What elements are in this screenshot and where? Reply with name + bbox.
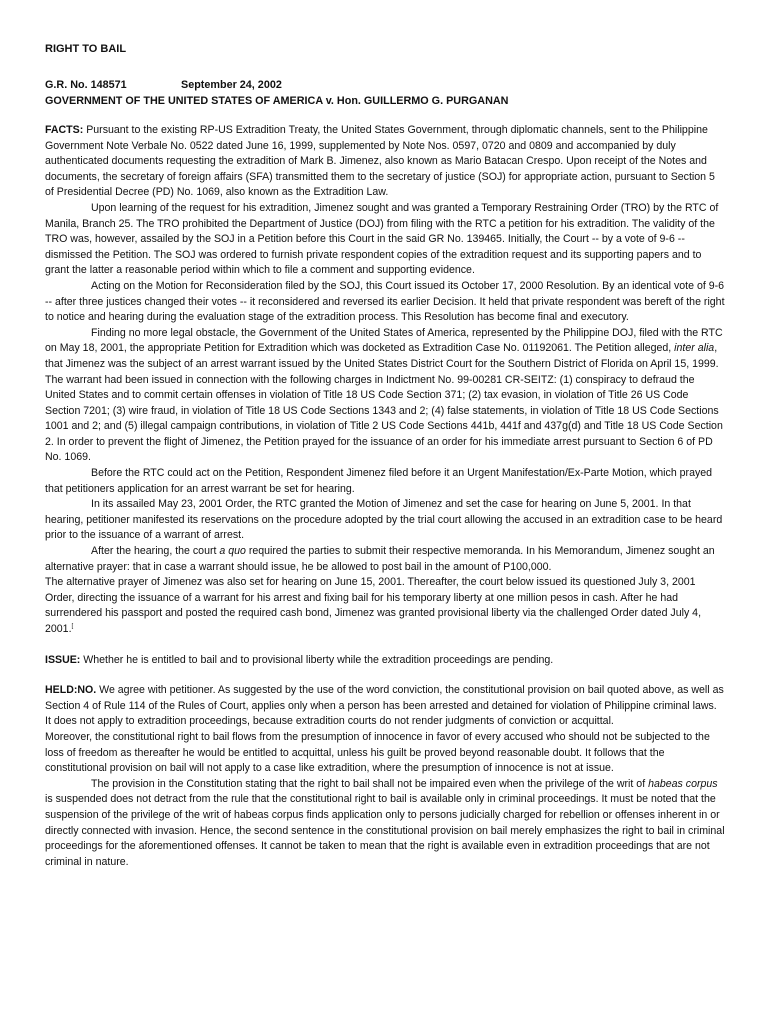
facts-text-4a: Finding no more legal obstacle, the Government of the United States of America, represented by the Philippine DOJ, filed with the RTC on May 18, 2001, the appropriate Petition for Extradition which was docketed as Extradition Case No. 01192061. The Petition alleged, xyxy=(45,326,723,355)
held-text-3b: is suspended does not detract from the rule that the constitutional right to bail is available only in criminal proceedings. It must be noted that the suspension of the privilege of the writ of habeas corpus finds application only to persons judicially charged for rebellion or offenses inherent in or directly connected with invasion. Hence, the second sentence in the constitutional provision on bail merely emphasizes the right to bail in criminal proceedings for the aforementioned offenses. It cannot be taken to mean that the right is available even in extradition proceedings that are not criminal in nature. xyxy=(45,793,725,868)
facts-paragraph-1 xyxy=(45,123,725,201)
facts-paragraph-3: Acting on the Motion for Reconsideration filed by the SOJ, this Court issued its October 17, 2000 Resolution. By an identical vote of 9-6 -- after three justices changed their votes -- it reconsidered and reversed its earlier Decision. It held that private respondent was bereft of the right to notice and hearing during the evaluation stage of the extradition process. This Resolution has become final and executory. xyxy=(45,279,725,324)
facts-paragraph-6: In its assailed May 23, 2001 Order, the RTC granted the Motion of Jimenez and set the case for hearing on June 5, 2001. In that hearing, petitioner manifested its reservations on the procedure adopted by the trial court allowing the accused in an extradition case to be heard prior to the issuance of a warrant of arrest. xyxy=(45,498,723,542)
case-parties: GOVERNMENT OF THE UNITED STATES OF AMERICA v. Hon. GUILLERMO G. PURGANAN xyxy=(45,95,509,107)
facts-label: FACTS: xyxy=(45,124,84,136)
facts-text-1: Pursuant to the existing RP-US Extradition Treaty, the United States Government, through diplomatic channels, sent to the Philippine Government Note Verbale No. 0522 dated June 16, 1999, supplemented by Note Nos. 0597, 0720 and 0809 and accompanied by duly authenticated documents requesting the extradition of Mark B. Jimenez, also known as Mario Batacan Crespo. Upon receipt of the Notes and documents, the secretary of foreign affairs (SFA) transmitted them to the secretary of justice (SOJ) for appropriate action, pursuant to Section 5 of Presidential Decree (PD) No. 1069, also known as the Extradition Law. xyxy=(45,124,715,199)
held-paragraph-3 xyxy=(45,777,725,871)
gr-number: G.R. No. 148571 xyxy=(45,79,127,91)
document-title: RIGHT TO BAIL xyxy=(45,43,127,55)
facts-paragraph-7 xyxy=(45,544,725,575)
facts-italic-a-quo: a quo xyxy=(219,545,246,558)
issue-label: ISSUE: xyxy=(45,653,81,666)
facts-text-8: The alternative prayer of Jimenez was also set for hearing on June 15, 2001. Thereafter, the court below issued its questioned July 3, 2001 Order, directing the issuance of a warrant for his arrest and fixing bail for his temporary liberty at one million pesos in cash. After he had surrendered his passport and posted the required cash bond, Jimenez was granted provisional liberty via the challenged Order dated July 4, 2001. xyxy=(45,576,702,635)
facts-text-7a: After the hearing, the court xyxy=(91,545,220,558)
facts-text-7b: required the parties to submit their respective memoranda. In his Memorandum, Jimenez sought an alternative prayer: that in case a warrant should issue, he be allowed to post bail in the amount of P100,000. xyxy=(45,545,715,573)
issue-paragraph xyxy=(45,653,725,669)
facts-paragraph-8 xyxy=(45,575,725,637)
held-paragraph-2: Moreover, the constitutional right to bail flows from the presumption of innocence in favor of every accused who should not be subjected to the loss of freedom as thereafter he would be entitled to acquittal, unless his guilt be proved beyond reasonable doubt. It follows that the constitutional provision on bail will not apply to a case like extradition, where the presumption of innocence is not at issue. xyxy=(45,730,710,775)
case-number-line xyxy=(45,78,282,94)
facts-italic-inter-alia: inter alia xyxy=(674,342,715,355)
facts-paragraph-4 xyxy=(45,326,725,466)
facts-paragraph-2: Upon learning of the request for his extradition, Jimenez sought and was granted a Temporary Restraining Order (TRO) by the RTC of Manila, Branch 25. The TRO prohibited the Department of Justice (DOJ) from filing with the RTC a petition for his extradition. The validity of the TRO was, however, assailed by the SOJ in a Petition before this Court in the said GR No. 139465. Initially, the Court -- by a vote of 9-6 -- dismissed the Petition. The SOJ was ordered to furnish private respondent copies of the extradition request and its supporting papers and to grant the latter a reasonable period within which to file a comment and supporting evidence. xyxy=(45,201,719,277)
document-body xyxy=(45,123,725,870)
held-italic-habeas-corpus: habeas corpus xyxy=(648,777,718,790)
footnote-marker: [ xyxy=(71,623,74,630)
facts-paragraph-5: Before the RTC could act on the Petition, Respondent Jimenez filed before it an Urgent Manifestation/Ex-Parte Motion, which prayed that petitioners application for an arrest warrant be set for hearing. xyxy=(45,467,713,495)
held-text-1: We agree with petitioner. As suggested by the use of the word conviction, the constitutional provision on bail quoted above, as well as Section 4 of Rule 114 of the Rules of Court, applies only when a person has been arrested and detained for violation of Philippine criminal laws. It does not apply to extradition proceedings, because extradition courts do not render judgments of conviction or acquittal. xyxy=(45,684,724,728)
decision-date: September 24, 2002 xyxy=(181,79,282,91)
issue-text: Whether he is entitled to bail and to provisional liberty while the extradition proceedings are pending. xyxy=(80,653,554,666)
held-paragraph-1 xyxy=(45,683,725,730)
facts-text-4b: , that Jimenez was the subject of an arrest warrant issued by the United States District Court for the Southern District of Florida on April 15, 1999. The warrant had been issued in connection with the following charges in Indictment No. 99-00281 CR-SEITZ: (1) conspiracy to defraud the United States and to commit certain offenses in violation of Title 18 US Code Section 371; (2) tax evasion, in violation of Title 26 US Code Section 7201; (3) wire fraud, in violation of Title 18 US Code Sections 1343 and 2; (4) false statements, in violation of Title 18 US Code Sections 1001 and 2; and (5) illegal campaign contributions, in violation of Title 2 US Code Sections 441b, 441f and 437g(d) and Title 18 US Code Section 2. In order to prevent the flight of Jimenez, the Petition prayed for the issuance of an order for his immediate arrest pursuant to Section 6 of PD No. 1069. xyxy=(45,342,723,464)
held-label: HELD:NO. xyxy=(45,684,97,697)
held-text-3a: The provision in the Constitution stating that the right to bail shall not be impaired even when the privilege of the writ of xyxy=(91,777,649,790)
